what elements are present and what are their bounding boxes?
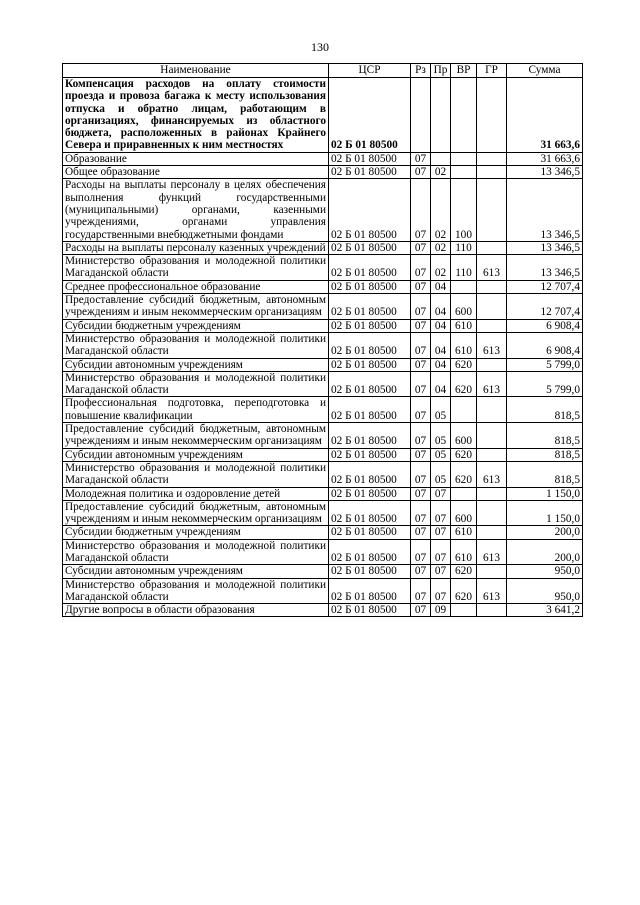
- row-rz-cell: 07: [411, 461, 431, 487]
- row-sum-cell: 950,0: [507, 578, 583, 604]
- row-sum-cell: 13 346,5: [507, 179, 583, 241]
- row-rz-cell: 07: [411, 319, 431, 332]
- row-pr-cell: 07: [431, 539, 451, 565]
- row-gr-cell: [477, 423, 507, 449]
- row-gr-cell: [477, 358, 507, 371]
- row-vr-cell: [451, 280, 477, 293]
- row-csr-cell: 02 Б 01 80500: [329, 565, 411, 578]
- row-gr-cell: [477, 526, 507, 539]
- row-sum-cell: 818,5: [507, 461, 583, 487]
- row-csr-cell: 02 Б 01 80500: [329, 526, 411, 539]
- row-csr-cell: 02 Б 01 80500: [329, 500, 411, 526]
- row-gr-cell: [477, 604, 507, 617]
- row-rz-cell: 07: [411, 280, 431, 293]
- row-name-cell: Профессиональная подготовка, переподготовка и повышение квалификации: [63, 397, 329, 423]
- row-rz-cell: 07: [411, 166, 431, 179]
- row-pr-cell: 05: [431, 448, 451, 461]
- row-vr-cell: 100: [451, 179, 477, 241]
- row-sum-cell: 13 346,5: [507, 241, 583, 254]
- table-header-row: [63, 64, 583, 78]
- row-vr-cell: 610: [451, 332, 477, 358]
- row-gr-cell: 613: [477, 461, 507, 487]
- row-pr-cell: 04: [431, 332, 451, 358]
- row-rz-cell: 07: [411, 578, 431, 604]
- row-rz-cell: 07: [411, 448, 431, 461]
- budget-table: [62, 63, 583, 617]
- table-row: [63, 280, 583, 293]
- table-row: [63, 539, 583, 565]
- row-sum-cell: 200,0: [507, 526, 583, 539]
- row-vr-cell: 620: [451, 578, 477, 604]
- row-name-cell: Образование: [63, 152, 329, 165]
- table-row: [63, 319, 583, 332]
- column-header-gr: ГР: [477, 64, 507, 78]
- row-name-cell: Компенсация расходов на оплату стоимости проезда и провоза багажа к месту использования отпуска и обратно лицам, работающим в организациях, финансируемых из областного бюджета, расположенных в районах Крайнего Севера и приравненных к ним местностях: [63, 78, 329, 153]
- column-header-sum: Сумма: [507, 64, 583, 78]
- row-rz-cell: 07: [411, 526, 431, 539]
- row-csr-cell: 02 Б 01 80500: [329, 166, 411, 179]
- row-name-cell: Субсидии автономным учреждениям: [63, 358, 329, 371]
- table-body: [63, 78, 583, 617]
- row-vr-cell: 610: [451, 319, 477, 332]
- row-rz-cell: 07: [411, 152, 431, 165]
- row-name-cell: Министерство образования и молодежной политики Магаданской области: [63, 539, 329, 565]
- row-csr-cell: 02 Б 01 80500: [329, 539, 411, 565]
- column-header-rz: Рз: [411, 64, 431, 78]
- row-sum-cell: 1 150,0: [507, 487, 583, 500]
- row-vr-cell: [451, 152, 477, 165]
- row-gr-cell: [477, 152, 507, 165]
- row-sum-cell: 818,5: [507, 397, 583, 423]
- row-pr-cell: [431, 152, 451, 165]
- row-sum-cell: 6 908,4: [507, 332, 583, 358]
- row-csr-cell: 02 Б 01 80500: [329, 179, 411, 241]
- row-gr-cell: 613: [477, 332, 507, 358]
- column-header-name: Наименование: [63, 64, 329, 78]
- row-vr-cell: [451, 604, 477, 617]
- row-gr-cell: [477, 241, 507, 254]
- row-gr-cell: [477, 166, 507, 179]
- row-pr-cell: 07: [431, 500, 451, 526]
- row-csr-cell: 02 Б 01 80500: [329, 397, 411, 423]
- table-row: [63, 500, 583, 526]
- row-pr-cell: 05: [431, 461, 451, 487]
- row-pr-cell: 05: [431, 423, 451, 449]
- row-pr-cell: 02: [431, 241, 451, 254]
- row-gr-cell: [477, 179, 507, 241]
- row-sum-cell: 5 799,0: [507, 371, 583, 397]
- row-sum-cell: 12 707,4: [507, 294, 583, 320]
- table-row: [63, 179, 583, 241]
- row-pr-cell: 07: [431, 487, 451, 500]
- row-pr-cell: 02: [431, 166, 451, 179]
- table-row: [63, 565, 583, 578]
- row-gr-cell: [477, 397, 507, 423]
- row-csr-cell: 02 Б 01 80500: [329, 255, 411, 281]
- row-pr-cell: [431, 78, 451, 153]
- row-sum-cell: 818,5: [507, 448, 583, 461]
- table-row: [63, 604, 583, 617]
- row-pr-cell: 07: [431, 578, 451, 604]
- row-csr-cell: 02 Б 01 80500: [329, 448, 411, 461]
- row-gr-cell: [477, 487, 507, 500]
- row-name-cell: Расходы на выплаты персоналу в целях обеспечения выполнения функций государственными (муниципальными) органами, казенными учреждениями, органами управления государственными внебюджетными фондами: [63, 179, 329, 241]
- row-name-cell: Министерство образования и молодежной политики Магаданской области: [63, 255, 329, 281]
- row-gr-cell: [477, 565, 507, 578]
- table-row: [63, 448, 583, 461]
- row-sum-cell: 1 150,0: [507, 500, 583, 526]
- row-sum-cell: 12 707,4: [507, 280, 583, 293]
- row-csr-cell: 02 Б 01 80500: [329, 152, 411, 165]
- row-csr-cell: 02 Б 01 80500: [329, 319, 411, 332]
- row-sum-cell: 950,0: [507, 565, 583, 578]
- row-gr-cell: 613: [477, 371, 507, 397]
- table-row: [63, 166, 583, 179]
- row-rz-cell: 07: [411, 500, 431, 526]
- row-pr-cell: 05: [431, 397, 451, 423]
- row-rz-cell: 07: [411, 539, 431, 565]
- row-name-cell: Другие вопросы в области образования: [63, 604, 329, 617]
- row-vr-cell: [451, 78, 477, 153]
- row-rz-cell: 07: [411, 332, 431, 358]
- row-pr-cell: 04: [431, 280, 451, 293]
- row-vr-cell: 110: [451, 241, 477, 254]
- row-csr-cell: 02 Б 01 80500: [329, 241, 411, 254]
- row-vr-cell: 610: [451, 539, 477, 565]
- row-rz-cell: 07: [411, 294, 431, 320]
- row-rz-cell: 07: [411, 241, 431, 254]
- row-pr-cell: 04: [431, 294, 451, 320]
- row-vr-cell: 620: [451, 565, 477, 578]
- row-rz-cell: 07: [411, 358, 431, 371]
- row-csr-cell: 02 Б 01 80500: [329, 578, 411, 604]
- table-row: [63, 255, 583, 281]
- row-vr-cell: 110: [451, 255, 477, 281]
- row-vr-cell: 600: [451, 294, 477, 320]
- table-row: [63, 371, 583, 397]
- row-name-cell: Министерство образования и молодежной политики Магаданской области: [63, 371, 329, 397]
- row-rz-cell: 07: [411, 397, 431, 423]
- row-pr-cell: 04: [431, 319, 451, 332]
- row-name-cell: Субсидии бюджетным учреждениям: [63, 319, 329, 332]
- row-rz-cell: 07: [411, 371, 431, 397]
- row-vr-cell: 600: [451, 423, 477, 449]
- row-gr-cell: [477, 280, 507, 293]
- table-row: [63, 397, 583, 423]
- row-vr-cell: 600: [451, 500, 477, 526]
- row-gr-cell: 613: [477, 578, 507, 604]
- row-vr-cell: [451, 487, 477, 500]
- row-vr-cell: [451, 397, 477, 423]
- row-pr-cell: 04: [431, 358, 451, 371]
- row-name-cell: Субсидии бюджетным учреждениям: [63, 526, 329, 539]
- row-sum-cell: 13 346,5: [507, 255, 583, 281]
- row-sum-cell: 818,5: [507, 423, 583, 449]
- row-sum-cell: 31 663,6: [507, 78, 583, 153]
- row-sum-cell: 6 908,4: [507, 319, 583, 332]
- row-gr-cell: [477, 319, 507, 332]
- row-pr-cell: 07: [431, 526, 451, 539]
- row-pr-cell: 02: [431, 255, 451, 281]
- row-sum-cell: 13 346,5: [507, 166, 583, 179]
- row-csr-cell: 02 Б 01 80500: [329, 604, 411, 617]
- row-name-cell: Общее образование: [63, 166, 329, 179]
- row-csr-cell: 02 Б 01 80500: [329, 280, 411, 293]
- row-gr-cell: [477, 294, 507, 320]
- row-csr-cell: 02 Б 01 80500: [329, 358, 411, 371]
- row-rz-cell: 07: [411, 565, 431, 578]
- table-row: [63, 578, 583, 604]
- row-pr-cell: 02: [431, 179, 451, 241]
- row-name-cell: Министерство образования и молодежной политики Магаданской области: [63, 578, 329, 604]
- row-name-cell: Среднее профессиональное образование: [63, 280, 329, 293]
- row-rz-cell: 07: [411, 604, 431, 617]
- row-sum-cell: 200,0: [507, 539, 583, 565]
- row-vr-cell: 610: [451, 526, 477, 539]
- row-name-cell: Субсидии автономным учреждениям: [63, 565, 329, 578]
- row-sum-cell: 31 663,6: [507, 152, 583, 165]
- row-gr-cell: 613: [477, 539, 507, 565]
- row-sum-cell: 3 641,2: [507, 604, 583, 617]
- column-header-vr: ВР: [451, 64, 477, 78]
- table-row: [63, 526, 583, 539]
- row-name-cell: Молодежная политика и оздоровление детей: [63, 487, 329, 500]
- row-gr-cell: 613: [477, 255, 507, 281]
- table-row: [63, 461, 583, 487]
- table-row: [63, 241, 583, 254]
- column-header-pr: Пр: [431, 64, 451, 78]
- row-csr-cell: 02 Б 01 80500: [329, 371, 411, 397]
- row-vr-cell: 620: [451, 461, 477, 487]
- row-name-cell: Министерство образования и молодежной политики Магаданской области: [63, 461, 329, 487]
- column-header-csr: ЦСР: [329, 64, 411, 78]
- row-name-cell: Расходы на выплаты персоналу казенных учреждений: [63, 241, 329, 254]
- row-vr-cell: 620: [451, 448, 477, 461]
- row-name-cell: Предоставление субсидий бюджетным, автономным учреждениям и иным некоммерческим организациям: [63, 500, 329, 526]
- row-csr-cell: 02 Б 01 80500: [329, 487, 411, 500]
- row-csr-cell: 02 Б 01 80500: [329, 78, 411, 153]
- row-name-cell: Предоставление субсидий бюджетным, автономным учреждениям и иным некоммерческим организациям: [63, 294, 329, 320]
- row-vr-cell: 620: [451, 358, 477, 371]
- row-pr-cell: 09: [431, 604, 451, 617]
- row-vr-cell: [451, 166, 477, 179]
- table-row: [63, 294, 583, 320]
- table-row: [63, 332, 583, 358]
- row-rz-cell: 07: [411, 255, 431, 281]
- row-pr-cell: 04: [431, 371, 451, 397]
- table-row: [63, 78, 583, 153]
- row-gr-cell: [477, 78, 507, 153]
- row-rz-cell: 07: [411, 423, 431, 449]
- row-sum-cell: 5 799,0: [507, 358, 583, 371]
- row-gr-cell: [477, 448, 507, 461]
- row-rz-cell: [411, 78, 431, 153]
- row-csr-cell: 02 Б 01 80500: [329, 423, 411, 449]
- table-row: [63, 152, 583, 165]
- row-name-cell: Министерство образования и молодежной политики Магаданской области: [63, 332, 329, 358]
- row-rz-cell: 07: [411, 179, 431, 241]
- page-number: 130: [311, 40, 329, 54]
- row-csr-cell: 02 Б 01 80500: [329, 461, 411, 487]
- row-vr-cell: 620: [451, 371, 477, 397]
- row-gr-cell: [477, 500, 507, 526]
- row-rz-cell: 07: [411, 487, 431, 500]
- table-row: [63, 487, 583, 500]
- row-pr-cell: 07: [431, 565, 451, 578]
- row-csr-cell: 02 Б 01 80500: [329, 332, 411, 358]
- table-row: [63, 358, 583, 371]
- row-csr-cell: 02 Б 01 80500: [329, 294, 411, 320]
- row-name-cell: Предоставление субсидий бюджетным, автономным учреждениям и иным некоммерческим организациям: [63, 423, 329, 449]
- table-row: [63, 423, 583, 449]
- row-name-cell: Субсидии автономным учреждениям: [63, 448, 329, 461]
